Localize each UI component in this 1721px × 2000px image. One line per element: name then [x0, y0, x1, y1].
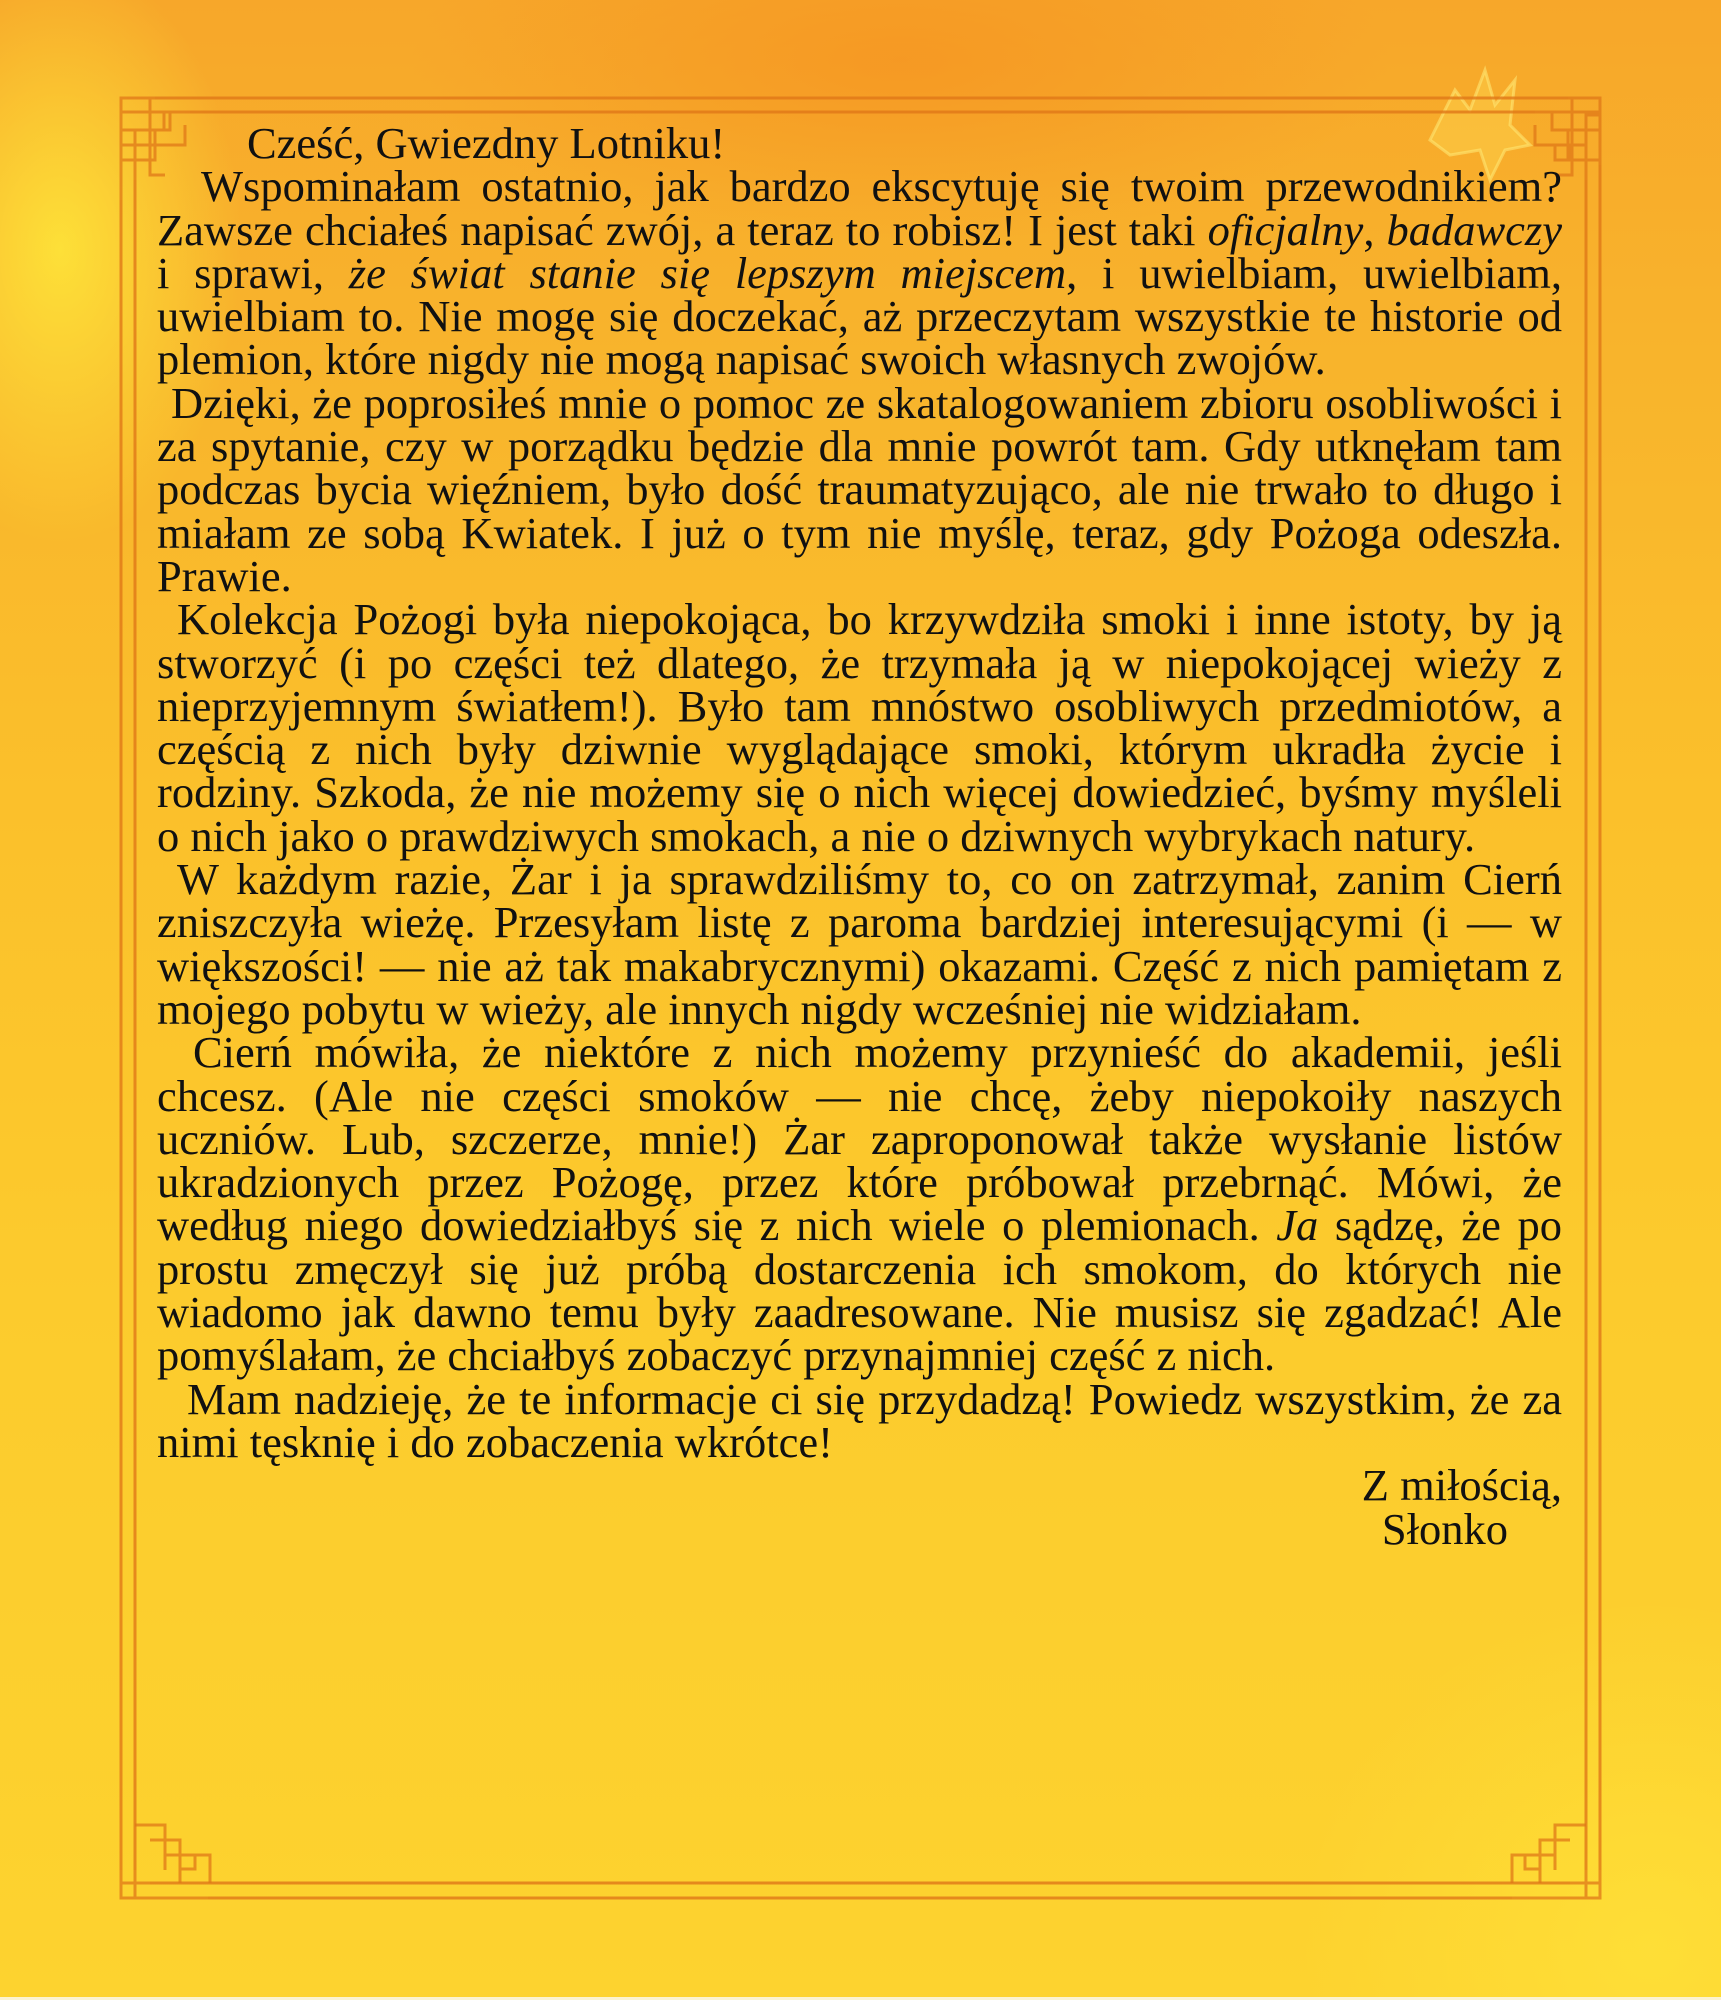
paragraph-1-text-c: i sprawi, — [157, 247, 349, 298]
paragraph-1-text-d: , i uwielbiam, uwielbiam, uwielbiam to. Nie mogę się doczekać, aż przeczytam wszystkie te historie od plemion, które nigdy nie mogą napisać swoich własnych zwojów. — [157, 247, 1562, 385]
letter-signature: Słonko — [1381, 1503, 1508, 1554]
paragraph-1-emphasis-1: oficjalny — [1207, 204, 1364, 255]
paragraph-5 — [157, 1027, 1562, 1381]
paragraph-5-text-b: sądzę, że po prostu zmęczył się już próbą dostarczenia ich smokom, do których nie wiadomo jak dawno temu były zaadresowane. Nie musisz się zgadzać! Ale pomyślałam, że chciałbyś zobaczyć przynajmniej część z nich. — [157, 1200, 1562, 1381]
paragraph-2: Dzięki, że poprosiłeś mnie o pomoc ze skatalogowaniem zbioru osobliwości i za spytanie, czy w porządku będzie dla mnie powrót tam. Gdy utknęłam tam podczas bycia więźniem, było dość traumatyzująco, ale nie trwało to długo i miałam ze sobą Kwiatek. I już o tym nie myślę, teraz, gdy Pożoga odeszła. Prawie. — [157, 377, 1562, 601]
paragraph-1-emphasis-3: że świat stanie się lepszym miejscem — [348, 247, 1067, 298]
paragraph-6: Mam nadzieję, że te informacje ci się przydadzą! Powiedz wszystkim, że za nimi tęsknię i do zobaczenia wkrótce! — [157, 1373, 1562, 1467]
paragraph-3: Kolekcja Pożogi była niepokojąca, bo krzywdziła smoki i inne istoty, by ją stworzyć (i po części też dlatego, że trzymała ją w niepokojącej wieży z nieprzyjemnym światłem!). Było tam mnóstwo osobliwych przedmiotów, a częścią z nich były dziwnie wyglądające smoki, którym ukradła życie i rodziny. Szkoda, że nie możemy się o nich więcej dowiedzieć, byśmy myśleli o nich jako o prawdziwych smokach, a nie o dziwnych wybrykach natury. — [157, 594, 1562, 861]
letter-body — [157, 118, 1563, 1554]
paragraph-1-text-b: , — [1363, 204, 1387, 255]
paragraph-4: W każdym razie, Żar i ja sprawdziliśmy to, co on zatrzymał, zanim Cierń zniszczyła wieżę. Przesyłam listę z paroma bardziej interesującymi (i — w większości! — nie aż tak makabrycznymi) okazami. Część z nich pamiętam z mojego pobytu w wieży, ale innych nigdy wcześniej nie widziałam. — [157, 854, 1562, 1034]
paragraph-5-emphasis: Ja — [1276, 1200, 1319, 1251]
letter-greeting: Cześć, Gwiezdny Lotniku! — [247, 118, 726, 168]
paragraph-5-text-a: Cierń mówiła, że niektóre z nich możemy przynieść do akademii, jeśli chcesz. (Ale nie części smoków — nie chcę, żeby niepokoiły naszych uczniów. Lub, szczerze, mnie!) Żar zaproponował także wysłanie listów ukradzionych przez Pożogę, przez które próbował przebrnąć. Mówi, że według niego dowiedziałbyś się z nich wiele o plemionach. — [157, 1027, 1562, 1251]
letter-closing: Z miłością, — [1361, 1460, 1562, 1511]
paragraph-1 — [157, 161, 1563, 385]
paragraph-1-text-a: Wspominałam ostatnio, jak bardzo ekscytuję się twoim przewodnikiem? Zawsze chciałeś napisać zwój, a teraz to robisz! I jest taki — [157, 161, 1562, 255]
paragraph-1-emphasis-2: badawczy — [1386, 204, 1563, 255]
